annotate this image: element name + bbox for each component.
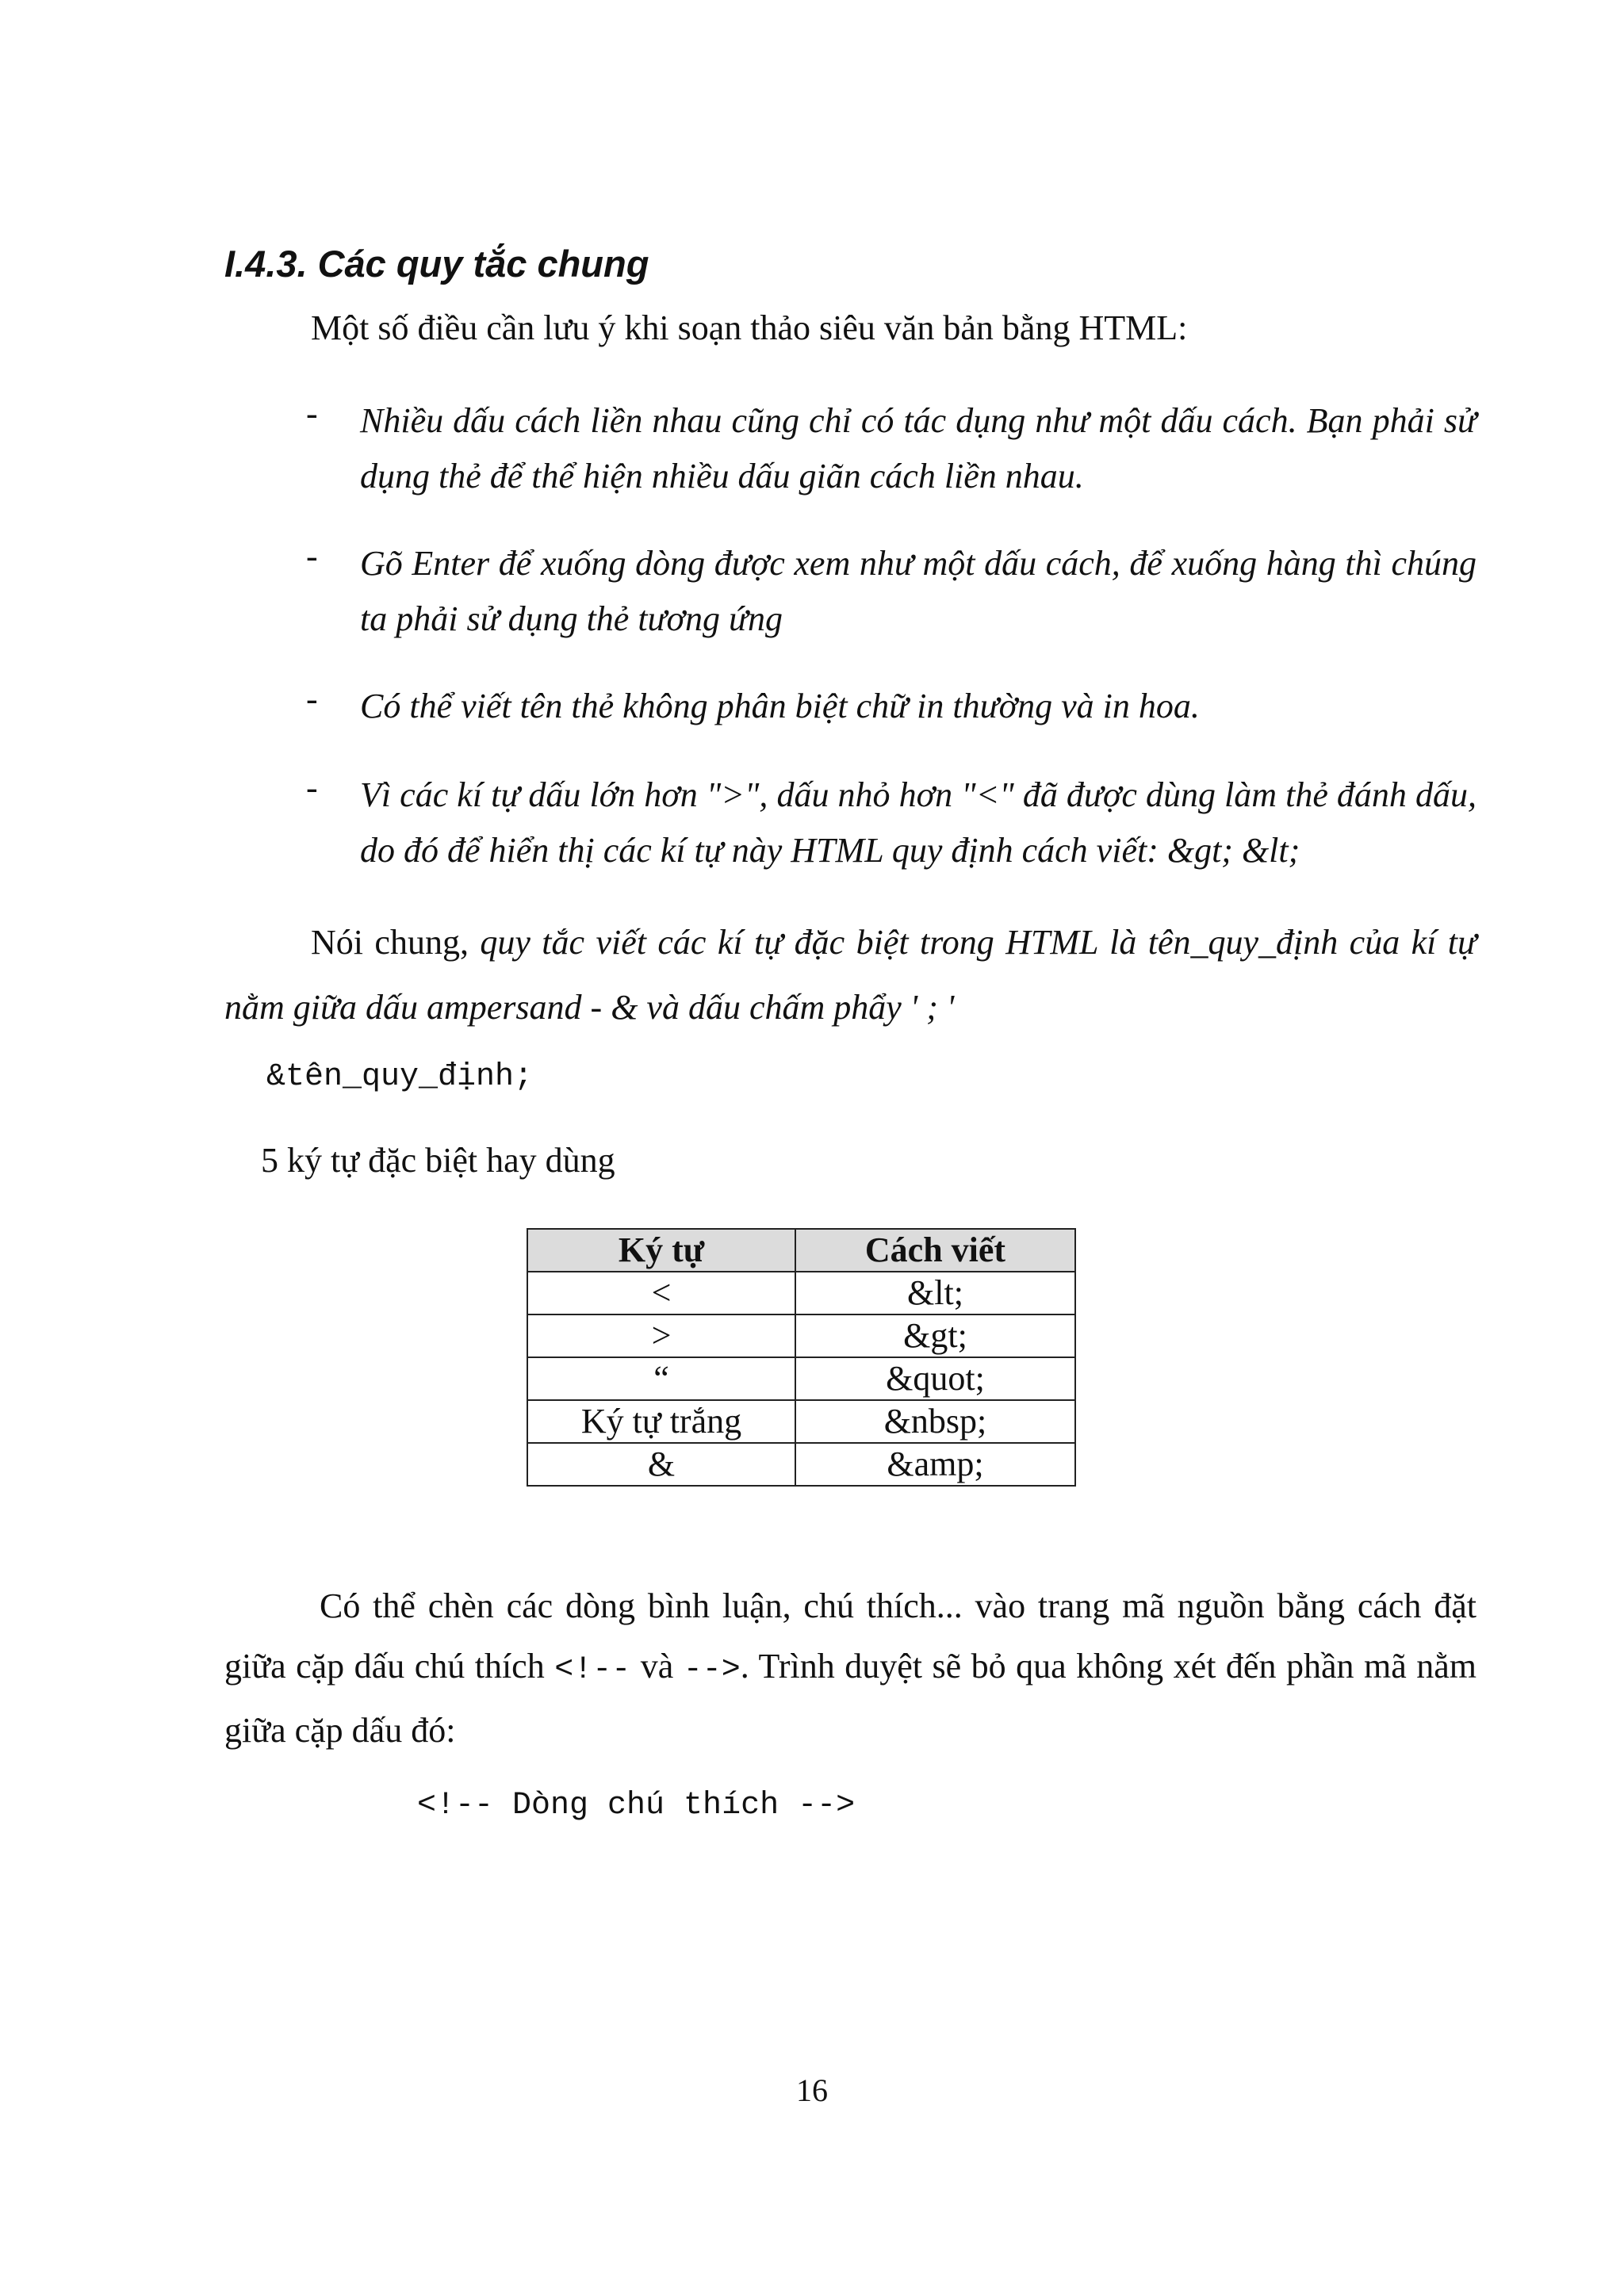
comment-text-part3: . Trình duyệt sẽ bỏ qua không xét đến phần mã nằm giữa cặp dấu đó: (224, 1647, 1477, 1750)
comment-close-code: --> (683, 1652, 741, 1688)
table-row (527, 1314, 1075, 1357)
table-cell-syntax: &lt; (795, 1272, 1075, 1314)
comment-text-part2: và (630, 1647, 684, 1686)
page-number: 16 (796, 2072, 828, 2108)
bullet-item (306, 767, 1477, 878)
bullet-text: Nhiều dấu cách liền nhau cũng chỉ có tác dụng như một dấu cách. Bạn phải sử dụng thẻ để thể hiện nhiều dấu giãn cách liền nhau. (360, 401, 1477, 496)
comment-text-part1: Có thể chèn các dòng bình luận, chú thích... vào trang mã nguồn bằng cách đặt giữa cặp dấu chú thích (224, 1586, 1477, 1686)
table-cell-char: & (527, 1443, 795, 1486)
bullet-text: Có thể viết tên thẻ không phân biệt chữ in thường và in hoa. (360, 687, 1200, 725)
bullet-dash: - (306, 394, 318, 433)
table-cell-syntax: &amp; (795, 1443, 1075, 1486)
table-header-row (527, 1229, 1075, 1272)
entity-formula: &tên_quy_định; (266, 1059, 534, 1095)
table-row (527, 1272, 1075, 1314)
table-cell-char: > (527, 1314, 795, 1357)
general-lead-text: Nói chung, (311, 923, 481, 962)
comment-open-code: <!-- (554, 1652, 631, 1688)
comment-example-code: <!-- Dòng chú thích --> (417, 1788, 856, 1823)
table-cell-syntax: &quot; (795, 1357, 1075, 1400)
special-chars-table (527, 1228, 1076, 1487)
intro-paragraph: Một số điều cần lưu ý khi soạn thảo siêu văn bản bằng HTML: (311, 308, 1188, 347)
bullet-text: Vì các kí tự dấu lớn hơn ">", dấu nhỏ hơn "<" đã được dùng làm thẻ đánh dấu, do đó để hiển thị các kí tự này HTML quy định cách viết: &gt; &lt; (360, 775, 1477, 870)
column-header-char: Ký tự (527, 1229, 795, 1272)
bullet-text: Gõ Enter để xuống dòng được xem như một dấu cách, để xuống hàng thì chúng ta phải sử dụng thẻ tương ứng (360, 544, 1477, 638)
table-row (527, 1443, 1075, 1486)
general-rule-paragraph (224, 910, 1477, 1040)
table-row (527, 1400, 1075, 1443)
table-cell-syntax: &gt; (795, 1314, 1075, 1357)
table-row (527, 1357, 1075, 1400)
bullet-item (306, 536, 1477, 647)
bullet-dash: - (306, 537, 318, 576)
table-cell-char: “ (527, 1357, 795, 1400)
table-cell-char: < (527, 1272, 795, 1314)
table-cell-syntax: &nbsp; (795, 1400, 1075, 1443)
bullet-dash: - (306, 768, 318, 807)
section-heading: I.4.3. Các quy tắc chung (224, 243, 649, 285)
bullet-item (306, 393, 1477, 504)
special-chars-label: 5 ký tự đặc biệt hay dùng (261, 1141, 615, 1180)
bullet-dash: - (306, 679, 318, 718)
comment-paragraph (224, 1576, 1477, 1761)
table-cell-char: Ký tự trắng (527, 1400, 795, 1443)
bullet-item (306, 679, 1477, 734)
general-italic-text: quy tắc viết các kí tự đặc biệt trong HTML là tên_quy_định của kí tự nằm giữa dấu ampersand - & và dấu chấm phẩy ' ; ' (224, 923, 1477, 1027)
column-header-syntax: Cách viết (795, 1229, 1075, 1272)
